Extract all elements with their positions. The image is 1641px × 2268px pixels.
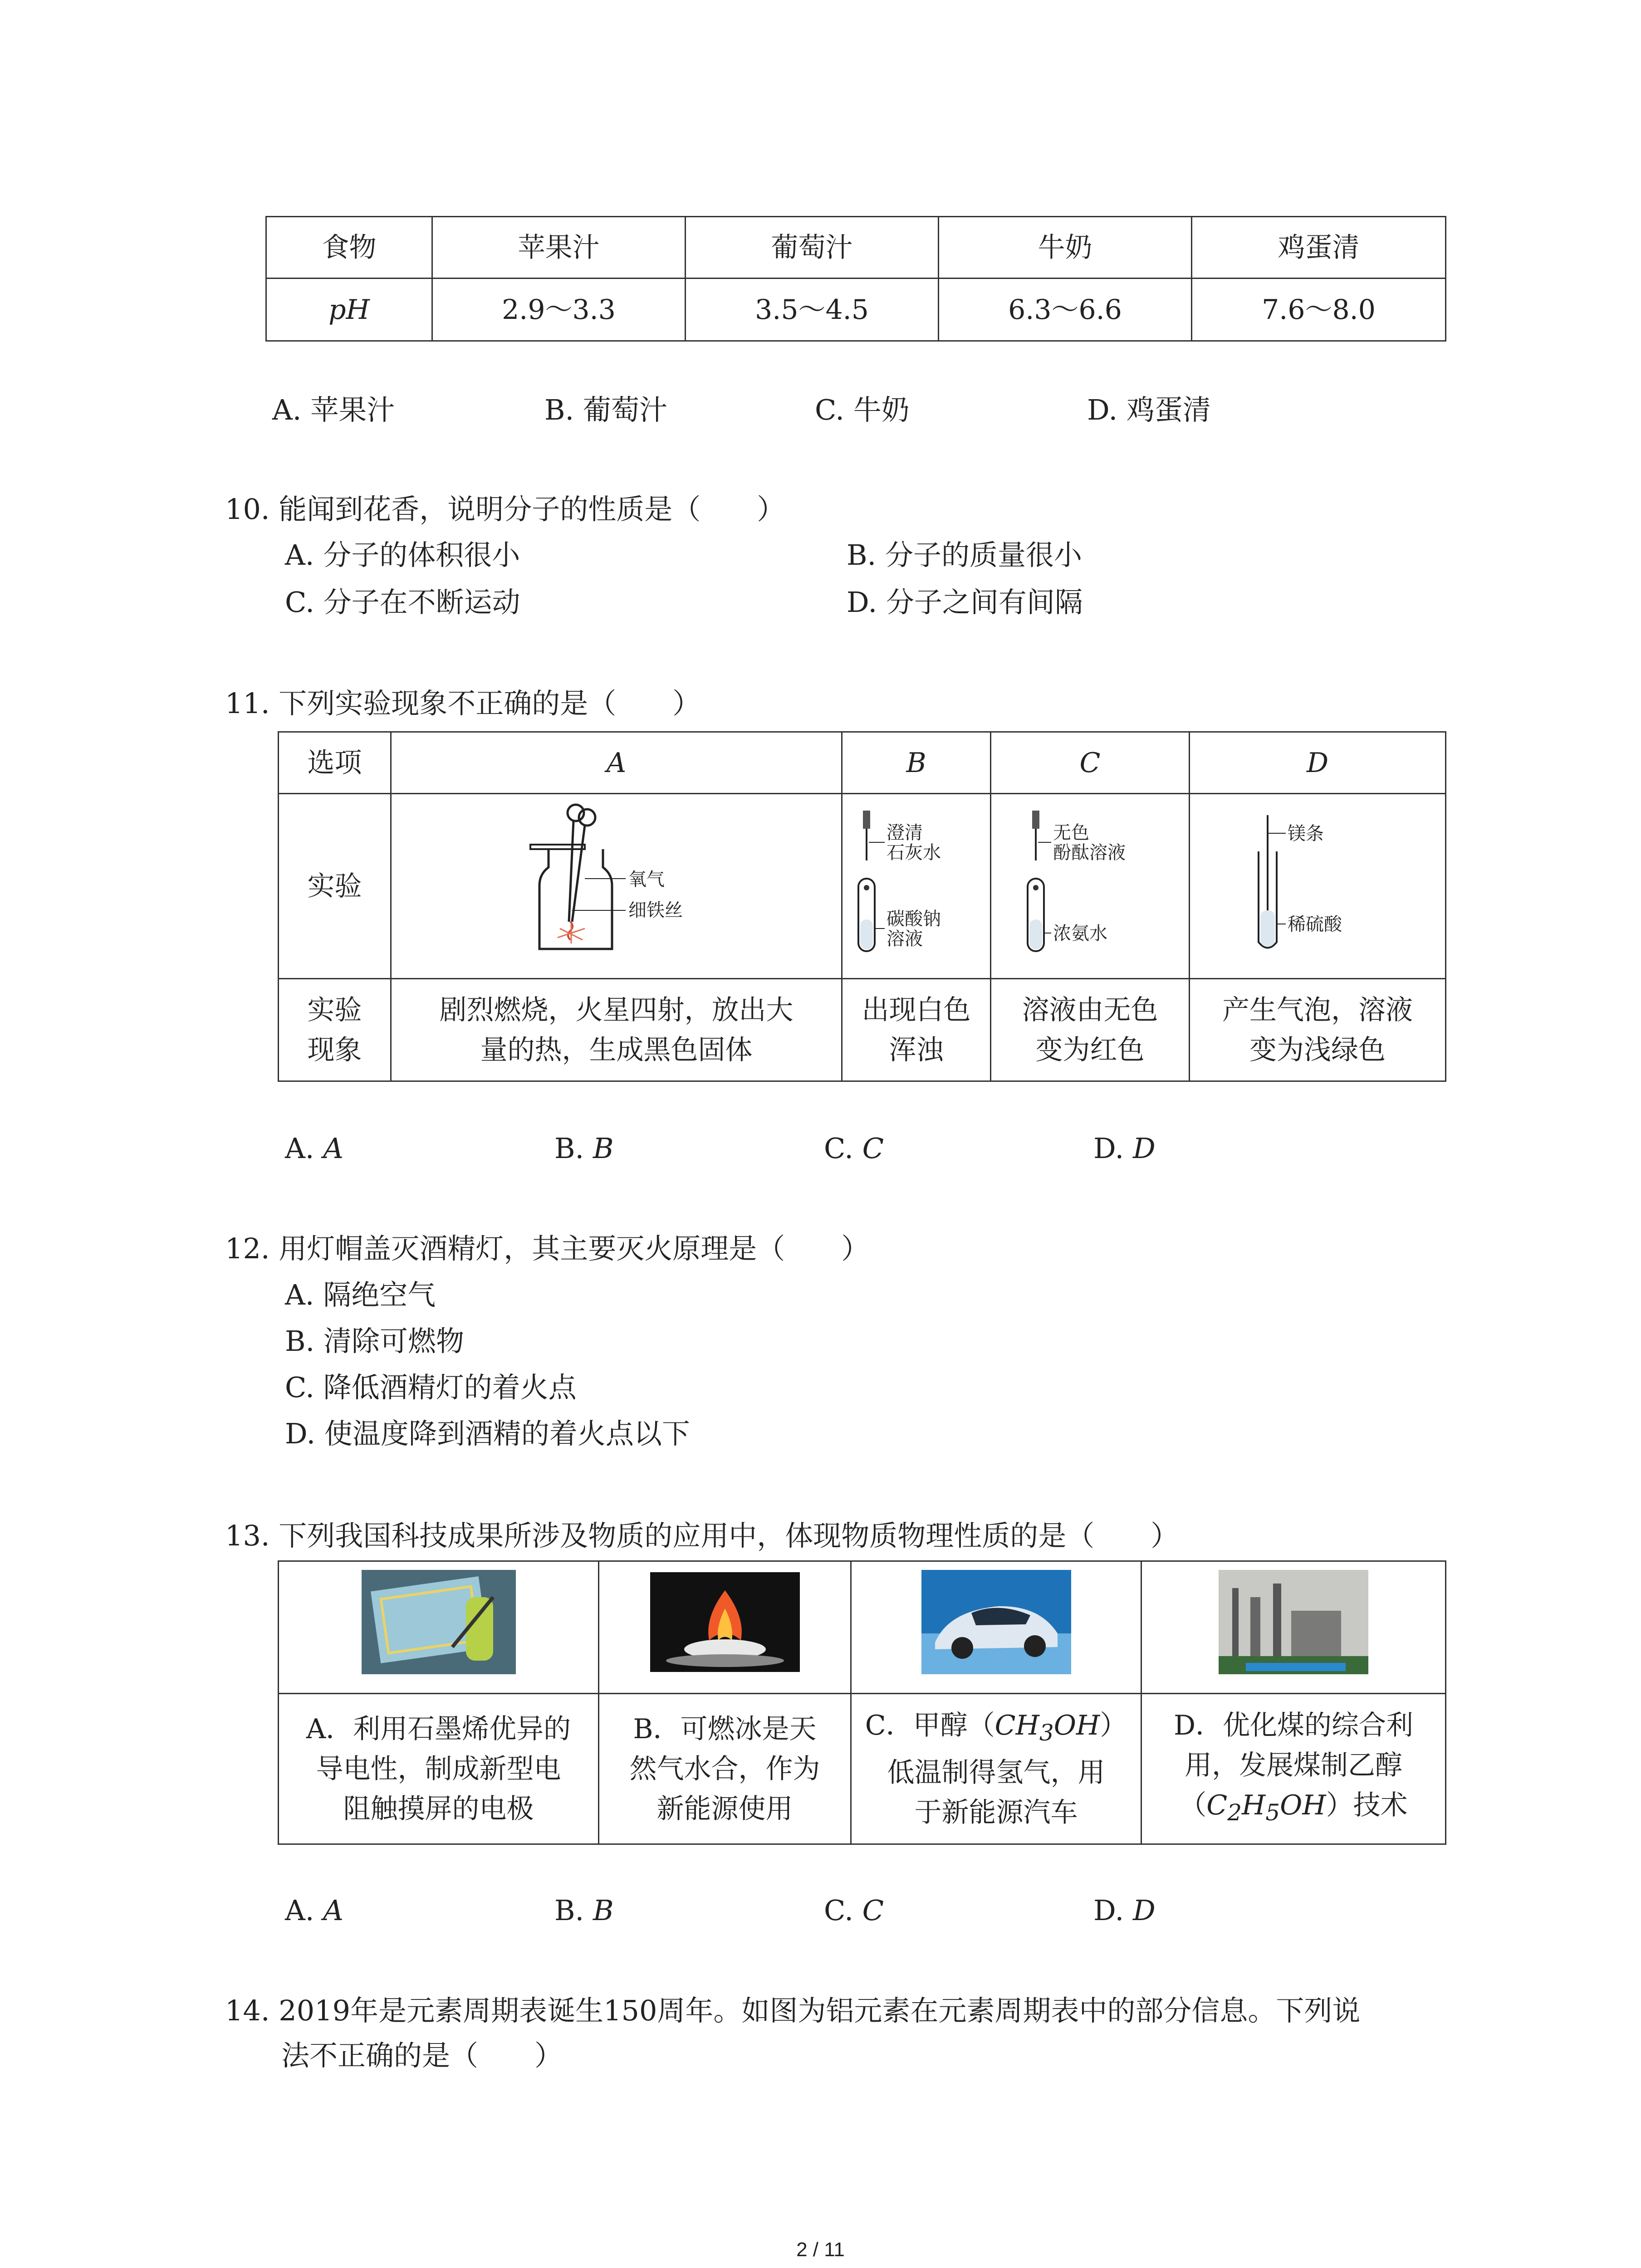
food-cell: 鸡蛋清 <box>1192 217 1446 279</box>
q11-option-a[interactable]: A. A <box>285 1132 343 1165</box>
q13-option-d[interactable]: D. D <box>1093 1894 1156 1927</box>
food-cell: 苹果汁 <box>432 217 686 279</box>
q12-option-a[interactable]: A. 隔绝空气 <box>285 1278 436 1311</box>
experiment-c-cell <box>991 794 1190 979</box>
photo-cell-c <box>851 1561 1141 1694</box>
q11-option-b[interactable]: B. B <box>554 1132 614 1165</box>
phenomenon-a: 剧烈燃烧，火星四射，放出大 量的热，生成黑色固体 <box>391 979 842 1081</box>
row-label-ph: pH <box>266 279 432 341</box>
photo-cell-b <box>599 1561 851 1694</box>
tech-cell-c: C．甲醇$(CH_3OH)$ 低温制得氢气，用 于新能源汽车 <box>851 1694 1141 1844</box>
methanol-car-photo <box>921 1570 1071 1674</box>
label-limewater-2: 石灰水 <box>886 842 941 863</box>
q13-stem: 13. 下列我国科技成果所涉及物质的应用中，体现物质物理性质的是（ ） <box>225 1519 1179 1552</box>
tech-cell-b: B．可燃冰是天 然气水合，作为 新能源使用 <box>599 1694 851 1844</box>
food-cell: 葡萄汁 <box>686 217 939 279</box>
q12-option-c[interactable]: C. 降低酒精灯的着火点 <box>285 1371 577 1404</box>
q12-option-b[interactable]: B. 清除可燃物 <box>285 1325 464 1358</box>
header-c: C <box>991 732 1190 794</box>
experiment-d-cell <box>1190 794 1446 979</box>
tech-table <box>278 1560 1446 1845</box>
header-option: 选项 <box>279 732 391 794</box>
q9-option-d[interactable]: D. 鸡蛋清 <box>1087 393 1211 426</box>
magnesium-acid-diagram <box>1236 797 1399 965</box>
label-carbonate-1: 碳酸钠 <box>886 908 941 929</box>
q11-option-d[interactable]: D. D <box>1093 1132 1156 1165</box>
q13-option-a[interactable]: A. A <box>285 1894 343 1927</box>
methanol-line: C．甲醇$(CH_3OH)$ <box>865 1709 1127 1746</box>
label-iron-wire: 细铁丝 <box>628 899 683 921</box>
q11-option-c[interactable]: C. C <box>824 1132 884 1165</box>
label-carbonate-2: 溶液 <box>886 928 923 949</box>
header-a: A <box>391 732 842 794</box>
ph-cell: 2.9～3.3 <box>432 279 686 341</box>
ph-cell: 3.5～4.5 <box>686 279 939 341</box>
ethanol-line: $(C_2H_5OH)$技术 <box>1179 1789 1408 1826</box>
label-colorless: 无色 <box>1053 822 1089 843</box>
food-cell: 牛奶 <box>939 217 1192 279</box>
label-ammonia: 浓氨水 <box>1053 923 1107 944</box>
phenomenon-b: 出现白色 浑浊 <box>842 979 991 1081</box>
q10-stem: 10. 能闻到花香，说明分子的性质是（ ） <box>225 493 785 526</box>
q12-stem: 12. 用灯帽盖灭酒精灯，其主要灭火原理是（ ） <box>225 1232 870 1265</box>
q10-option-d[interactable]: D. 分子之间有间隔 <box>847 586 1083 619</box>
ph-cell: 7.6～8.0 <box>1192 279 1446 341</box>
q9-option-a[interactable]: A. 苹果汁 <box>272 393 395 426</box>
q9-option-b[interactable]: B. 葡萄汁 <box>544 393 667 426</box>
header-b: B <box>842 732 991 794</box>
q11-stem: 11. 下列实验现象不正确的是（ ） <box>225 687 701 720</box>
tech-cell-d: D．优化煤的综合利 用，发展煤制乙醇 $(C_2H_5OH)$技术 <box>1141 1694 1446 1844</box>
ph-table <box>265 216 1446 342</box>
ph-cell: 6.3～6.6 <box>939 279 1192 341</box>
coal-plant-photo <box>1219 1570 1368 1674</box>
flammable-ice-photo <box>650 1572 800 1672</box>
q10-option-c[interactable]: C. 分子在不断运动 <box>285 586 520 619</box>
phenomenon-d: 产生气泡，溶液 变为浅绿色 <box>1190 979 1446 1081</box>
row-label-phenomenon: 实验 现象 <box>279 979 391 1081</box>
q10-option-a[interactable]: A. 分子的体积很小 <box>285 538 520 572</box>
label-phenolphthalein: 酚酞溶液 <box>1053 842 1126 863</box>
q14-stem-line1: 14. 2019年是元素周期表诞生150周年。如图为铝元素在元素周期表中的部分信息。下列说 <box>225 1994 1361 2027</box>
q13-option-c[interactable]: C. C <box>824 1894 884 1927</box>
graphene-touchscreen-photo <box>362 1570 516 1674</box>
experiment-table <box>278 731 1446 1082</box>
q12-option-d[interactable]: D. 使温度降到酒精的着火点以下 <box>285 1417 690 1450</box>
header-d: D <box>1190 732 1446 794</box>
q9-option-c[interactable]: C. 牛奶 <box>815 393 910 426</box>
photo-cell-a <box>279 1561 599 1694</box>
phenolphthalein-ammonia-diagram <box>1018 797 1163 965</box>
tech-cell-a: A．利用石墨烯优异的 导电性，制成新型电 阻触摸屏的电极 <box>279 1694 599 1844</box>
experiment-b-cell <box>842 794 991 979</box>
photo-cell-d <box>1141 1561 1446 1694</box>
phenomenon-c: 溶液由无色 变为红色 <box>991 979 1190 1081</box>
q13-option-b[interactable]: B. B <box>554 1894 614 1927</box>
limewater-carbonate-diagram <box>848 797 985 965</box>
page-number: 2 / 11 <box>796 2239 845 2261</box>
experiment-a-cell <box>391 794 842 979</box>
label-oxygen: 氧气 <box>628 869 665 890</box>
label-sulfuric-acid: 稀硫酸 <box>1288 914 1342 935</box>
q10-option-b[interactable]: B. 分子的质量很小 <box>847 538 1082 572</box>
row-label-food: 食物 <box>266 217 432 279</box>
q14-stem-line2: 法不正确的是（ ） <box>281 2039 563 2072</box>
row-label-experiment: 实验 <box>279 794 391 979</box>
label-magnesium: 镁条 <box>1288 823 1324 844</box>
label-limewater-1: 澄清 <box>886 822 923 843</box>
iron-wire-oxygen-diagram <box>521 799 712 963</box>
